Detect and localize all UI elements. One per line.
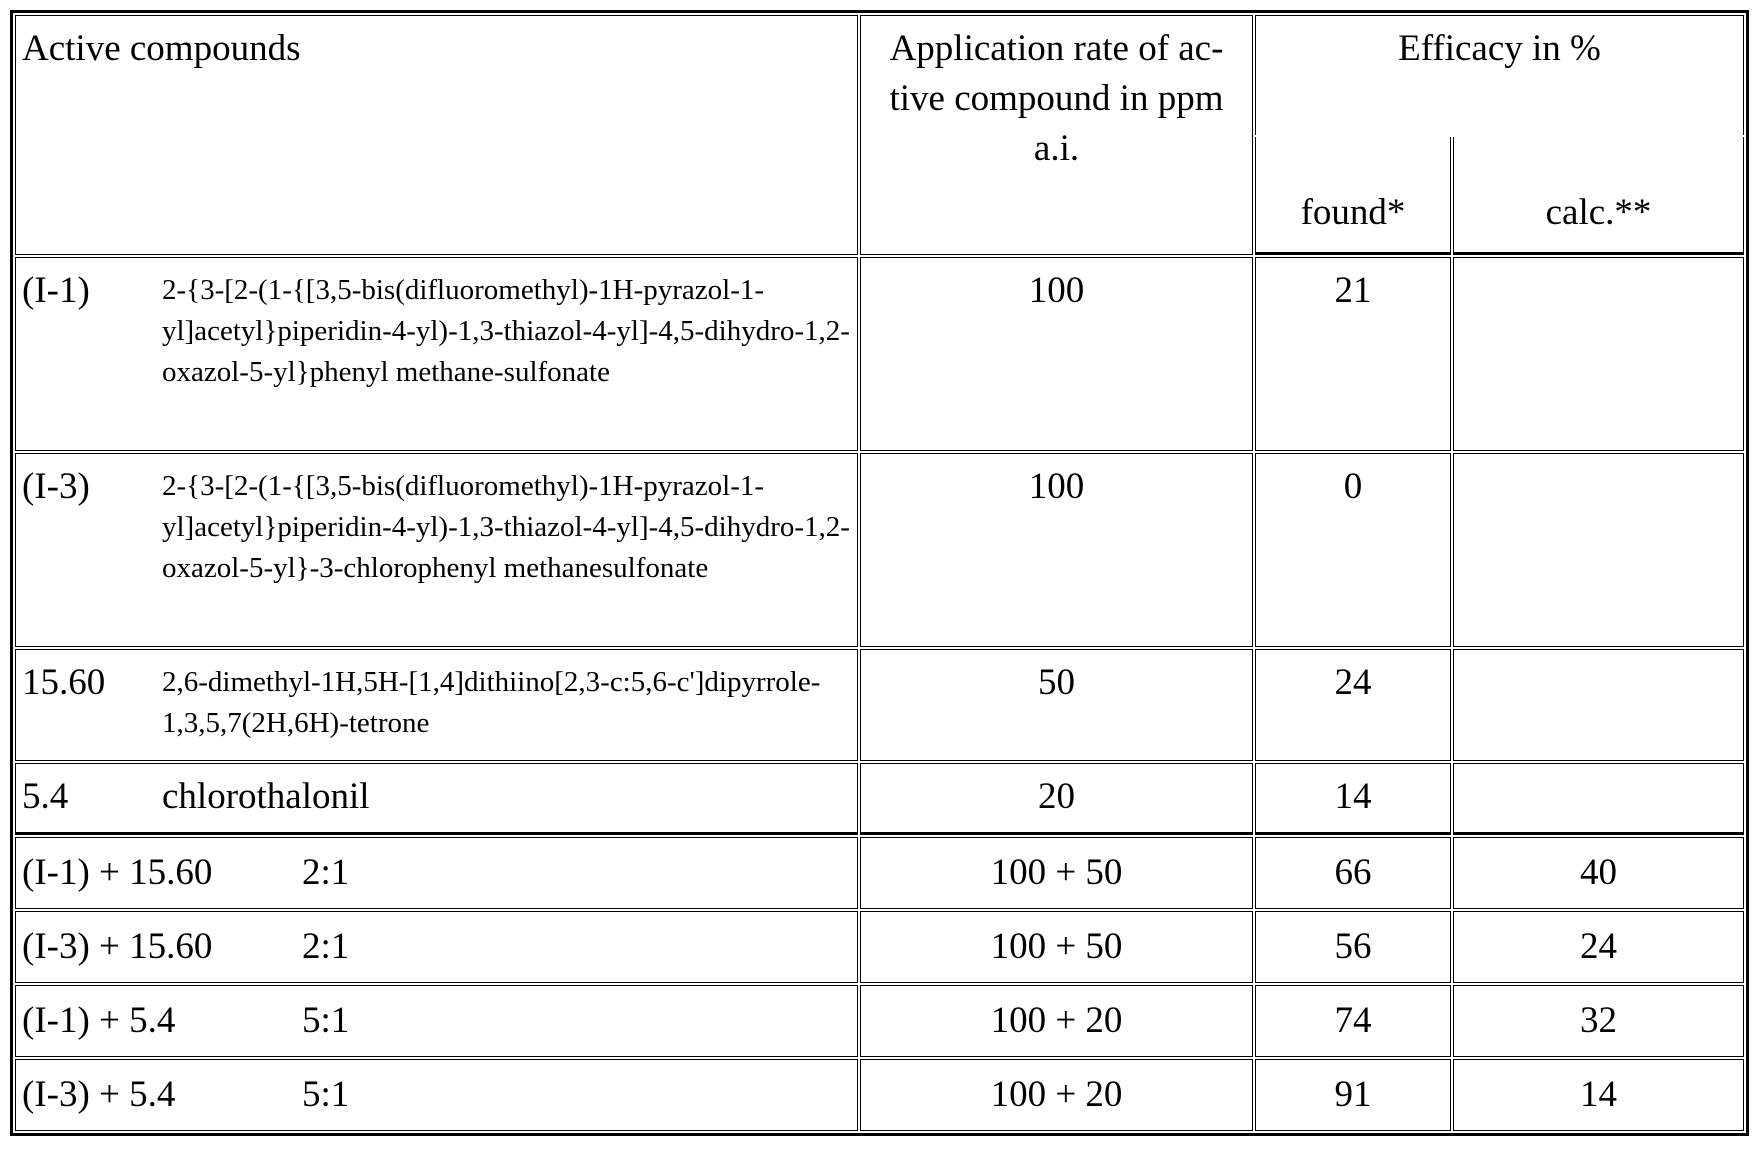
- rate: 100 + 20: [860, 1059, 1253, 1131]
- compound-name: 2-{3-[2-(1-{[3,5-bis(difluoromethyl)-1H-pyrazol-1-yl]acetyl}piperidin-4-yl)-1,3-thiazol-4-yl]-4,5-dihydro-1,2-oxazol-5-yl}-3-chlorophenyl methanesulfonate: [162, 462, 852, 589]
- rate: 20: [860, 763, 1253, 835]
- table-row: [15, 1059, 1744, 1131]
- mixture: (I-3) + 5.4: [16, 1070, 302, 1120]
- compound-code: (I-1): [16, 266, 162, 316]
- calc: 14: [1453, 1059, 1744, 1131]
- mixture: (I-1) + 5.4: [16, 996, 302, 1046]
- rate: 100: [860, 453, 1253, 647]
- rate: 100 + 20: [860, 985, 1253, 1057]
- rate: 50: [860, 649, 1253, 761]
- found: 21: [1255, 257, 1451, 451]
- calc: [1453, 257, 1744, 451]
- ratio: 2:1: [302, 852, 349, 893]
- compound-name: chlorothalonil: [162, 772, 852, 822]
- found: 24: [1255, 649, 1451, 761]
- header-efficacy: Efficacy in %: [1255, 15, 1744, 135]
- table-row: [15, 257, 1744, 451]
- found: 66: [1255, 837, 1451, 909]
- calc: 24: [1453, 911, 1744, 983]
- mixture: (I-3) + 15.60: [16, 922, 302, 972]
- table-row: [15, 649, 1744, 761]
- found: 14: [1255, 763, 1451, 835]
- calc: 40: [1453, 837, 1744, 909]
- compound-name: 2,6-dimethyl-1H,5H-[1,4]dithiino[2,3-c:5,6-c']dipyrrole-1,3,5,7(2H,6H)-tetrone: [162, 658, 852, 744]
- calc: 32: [1453, 985, 1744, 1057]
- found: 0: [1255, 453, 1451, 647]
- compound-name: 2-{3-[2-(1-{[3,5-bis(difluoromethyl)-1H-pyrazol-1-yl]acetyl}piperidin-4-yl)-1,3-thiazol-4-yl]-4,5-dihydro-1,2-oxazol-5-yl}phenyl methane-sulfonate: [162, 266, 852, 393]
- mixture: (I-1) + 15.60: [16, 848, 302, 898]
- rate: 100: [860, 257, 1253, 451]
- compound-code: 15.60: [16, 658, 162, 708]
- calc: [1453, 453, 1744, 647]
- table-row: [15, 453, 1744, 647]
- table-row: [15, 911, 1744, 983]
- efficacy-table: [10, 10, 1749, 1136]
- compound-code: (I-3): [16, 462, 162, 512]
- table-row: [15, 837, 1744, 909]
- header-active-compounds: Active compounds: [15, 15, 858, 255]
- rate: 100 + 50: [860, 837, 1253, 909]
- compound-code: 5.4: [16, 772, 162, 822]
- ratio: 2:1: [302, 926, 349, 967]
- header-calc: calc.**: [1453, 137, 1744, 255]
- ratio: 5:1: [302, 1000, 349, 1041]
- found: 56: [1255, 911, 1451, 983]
- table-row: [15, 763, 1744, 835]
- rate: 100 + 50: [860, 911, 1253, 983]
- header-found: found*: [1255, 137, 1451, 255]
- header-application-rate: Application rate of ac- tive compound in ppm a.i.: [860, 15, 1253, 255]
- calc: [1453, 649, 1744, 761]
- found: 91: [1255, 1059, 1451, 1131]
- table-row: [15, 985, 1744, 1057]
- found: 74: [1255, 985, 1451, 1057]
- ratio: 5:1: [302, 1074, 349, 1115]
- calc: [1453, 763, 1744, 835]
